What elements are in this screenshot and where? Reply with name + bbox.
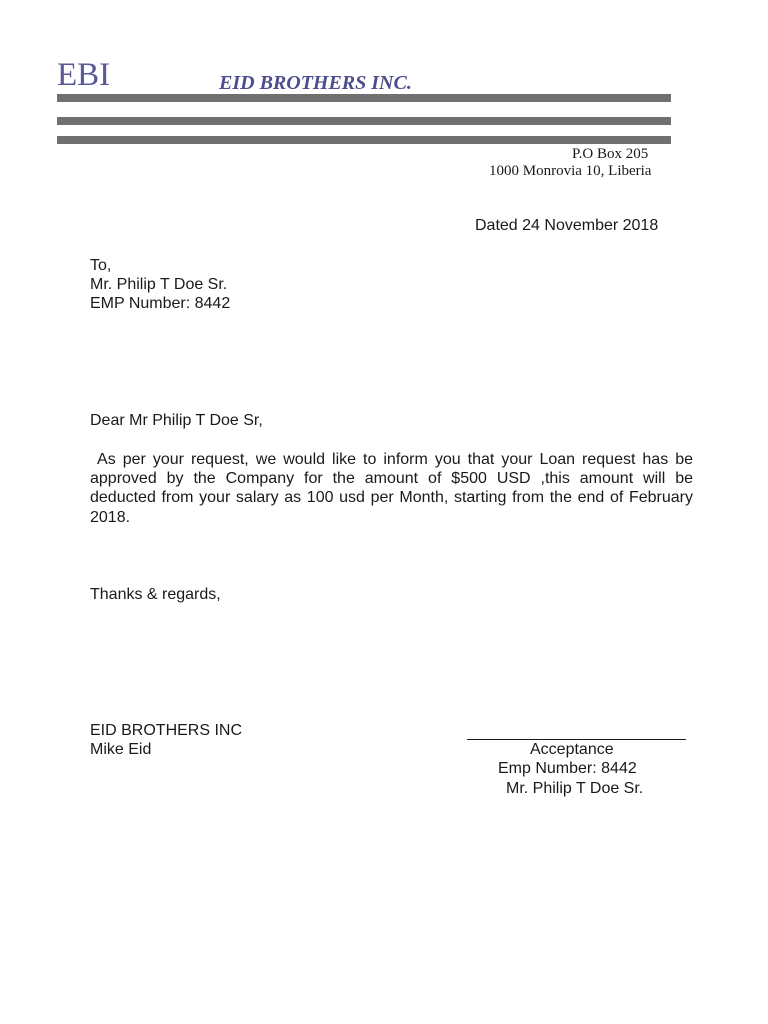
- letter-body: [90, 450, 693, 527]
- recipient-name: Mr. Philip T Doe Sr.: [90, 275, 228, 293]
- company-name: EID BROTHERS INC.: [219, 72, 412, 94]
- letterhead-rule-2: [57, 117, 671, 125]
- recipient-block: [90, 256, 230, 314]
- company-logo-text: EBI: [57, 57, 111, 93]
- address-line-city: 1000 Monrovia 10, Liberia: [489, 163, 652, 179]
- sender-company: EID BROTHERS INC: [90, 721, 243, 739]
- acceptance-name: Mr. Philip T Doe Sr.: [506, 779, 644, 797]
- closing: Thanks & regards,: [90, 585, 221, 603]
- letterhead-rule-1: [57, 94, 671, 102]
- body-line: 2018.: [90, 508, 131, 526]
- acceptance-label: Acceptance: [530, 740, 614, 758]
- letterhead-rule-3: [57, 136, 671, 144]
- sender-name: Mike Eid: [90, 741, 152, 759]
- greeting: Dear Mr Philip T Doe Sr,: [90, 411, 263, 429]
- letter-date: Dated 24 November 2018: [475, 217, 659, 234]
- address-line-po-box: P.O Box 205: [572, 146, 649, 162]
- body-line: approved by the Company for the amount of $500 USD ,this amount will be: [90, 470, 693, 488]
- sender-block: [90, 721, 242, 760]
- body-line: deducted from your salary as 100 usd per Month, starting from the end of February: [90, 489, 693, 507]
- recipient-emp-number: EMP Number: 8442: [90, 295, 231, 313]
- body-line: As per your request, we would like to inform you that your Loan request has be: [90, 450, 694, 468]
- acceptance-emp-number: Emp Number: 8442: [498, 759, 637, 777]
- recipient-to-label: To,: [90, 256, 112, 274]
